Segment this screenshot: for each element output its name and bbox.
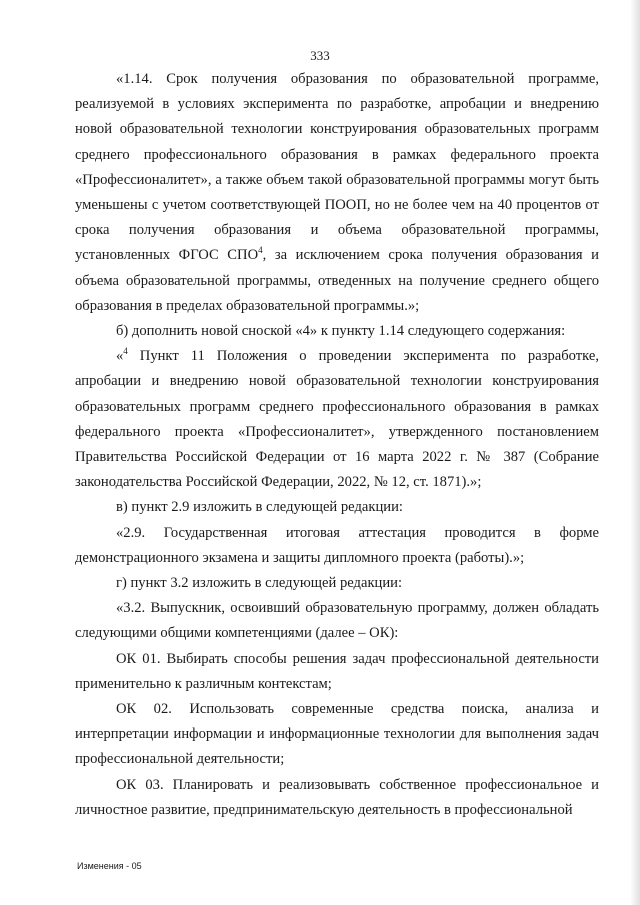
paragraph-ok-03: ОК 03. Планировать и реализовывать собственное профессиональное и личностное развитие, предпринимательскую деятельность в профессиональной bbox=[75, 776, 599, 818]
paragraph-3-2: «3.2. Выпускник, освоивший образовательную программу, должен обладать следующими общими компетенциями (далее – ОК): bbox=[75, 600, 599, 642]
page-footer: Изменения - 05 bbox=[77, 861, 142, 871]
footnote-ref: 4 bbox=[258, 245, 263, 256]
scan-edge-shadow bbox=[630, 0, 640, 905]
paragraph-g: г) пункт 3.2 изложить в следующей редакции: bbox=[116, 575, 403, 592]
footnote-mark: 4 bbox=[123, 346, 128, 357]
paragraph-1-14: «1.14. Срок получения образования по образовательной программе, реализуемой в условиях эксперимента по разработке, апробации и внедрению новой образовательной технологии конструирования образовательных программ среднего профессионального образования в рамках федерального проекта «Профессионалитет», а также объем такой образовательной программы могут быть уменьшены с учетом соответствующей ПООП, но не более чем на 40 процентов от срока получения образования и объема образовательной программы, установленных ФГОС СПО$^4$, за исключением срока получения образования и объема образовательной программы, отведенных на получение среднего общего образования в пределах образовательной программы.»; bbox=[75, 71, 599, 314]
page-number: 333 bbox=[310, 48, 330, 63]
paragraph-b: б) дополнить новой сноской «4» к пункту 1.14 следующего содержания: bbox=[116, 323, 566, 340]
paragraph-ok-01: ОК 01. Выбирать способы решения задач профессиональной деятельности применительно к различным контекстам; bbox=[75, 650, 599, 692]
paragraph-2-9: «2.9. Государственная итоговая аттестация проводится в форме демонстрационного экзамена и защиты дипломного проекта (работы).»; bbox=[75, 524, 599, 566]
paragraph-footnote-4: «$^4$ Пункт 11 Положения о проведении эксперимента по разработке, апробации и внедрению новой образовательной технологии конструирования образовательных программ среднего профессионального образования в рамках федерального проекта «Профессионалитет», утвержденного постановлением Правительства Российской Федерации от 16 марта 2022 г. № 387 (Собрание законодательства Российской Федерации, 2022, № 12, ст. 1871).»; bbox=[75, 346, 599, 491]
paragraph-ok-02: ОК 02. Использовать современные средства поиска, анализа и интерпретации информации и информационные технологии для выполнения задач профессиональной деятельности; bbox=[75, 701, 599, 768]
document-body bbox=[75, 67, 599, 823]
paragraph-v: в) пункт 2.9 изложить в следующей редакции: bbox=[116, 499, 403, 516]
